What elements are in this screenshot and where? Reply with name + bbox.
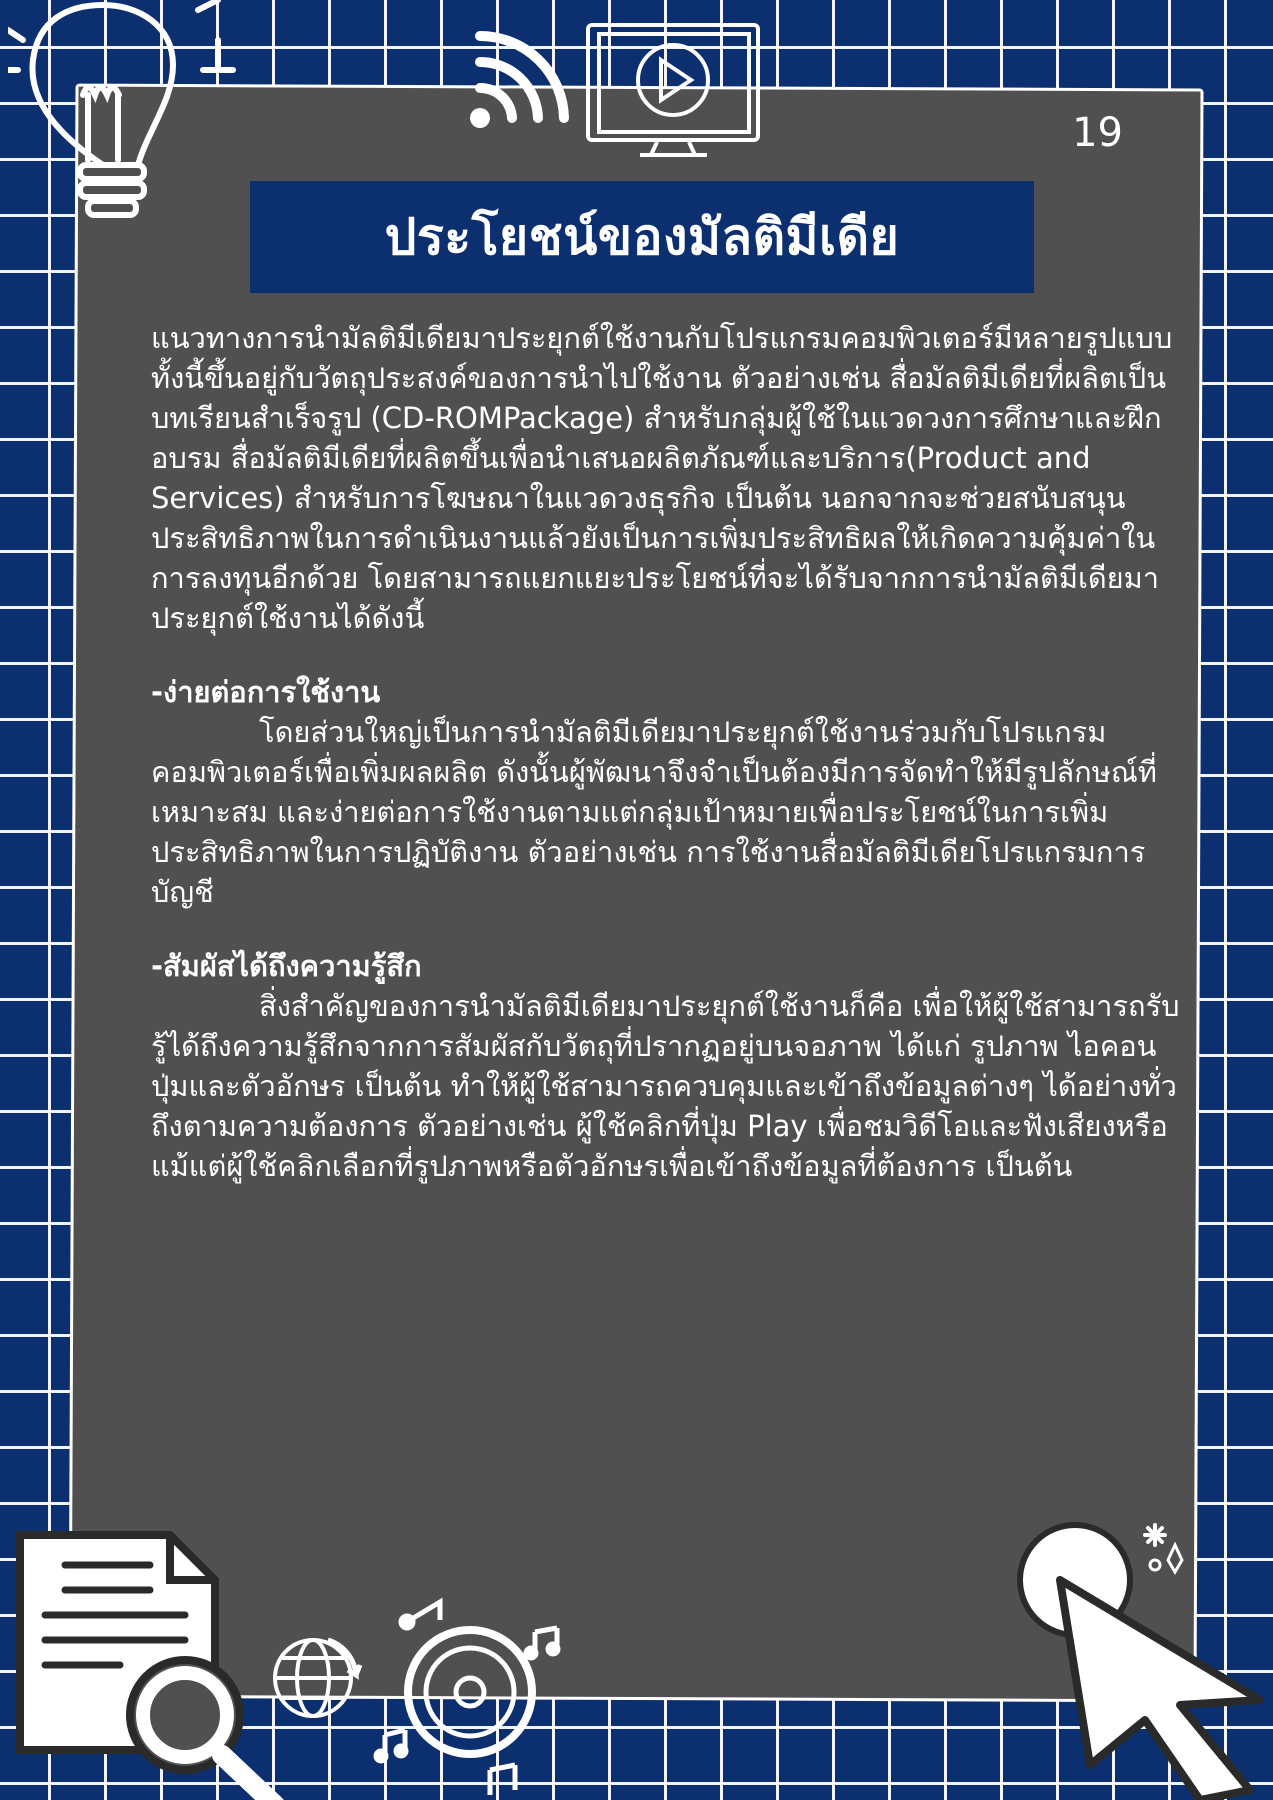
lightbulb-icon (8, 0, 238, 250)
document-search-icon (0, 1520, 300, 1800)
title-banner (250, 181, 1034, 293)
intro-paragraph: แนวทางการนำมัลติมีเดียมาประยุกต์ใช้งานกับโปรแกรมคอมพิวเตอร์มีหลายรูปแบบทั้งนี้ขึ้นอยู่กับวัตถุประสงค์ของการนำไปใช้งาน ตัวอย่างเช่น สื่อมัลติมีเดียที่ผลิตเป็นบทเรียนสำเร็จรูป (CD-ROMPackage) สำหรับกลุ่มผู้ใช้ในแวดวงการศึกษาและฝึกอบรม สื่อมัลติมีเดียที่ผลิตขึ้นเพื่อนำเสนอผลิตภัณฑ์และบริการ(Product and Services) สำหรับการโฆษณาในแวดวงธุรกิจ เป็นต้น นอกจากจะช่วยสนับสนุนประสิทธิภาพในการดำเนินงานแล้วยังเป็นการเพิ่มประสิทธิผลให้เกิดความคุ้มค่าในการลงทุนอีกด้วย โดยสามารถแยกแยะประโยชน์ที่จะได้รับจากการนำมัลติมีเดียมาประยุกต์ใช้งานได้ดังนี้ (151, 321, 1173, 635)
page-number: 19 (1072, 110, 1123, 156)
page-title: ประโยชน์ของมัลติมีเดีย (384, 207, 900, 266)
globe-sync-icon (268, 1630, 363, 1725)
section-heading-ease-of-use: -ง่ายต่อการใช้งาน (151, 675, 381, 709)
body-content (151, 318, 1191, 1186)
monitor-play-icon (585, 20, 765, 160)
cursor-pointer-icon (1010, 1520, 1273, 1800)
section-body-ease-of-use: โดยส่วนใหญ่เป็นการนำมัลติมีเดียมาประยุกต์ใช้งานร่วมกับโปรแกรมคอมพิวเตอร์เพื่อเพิ่มผลผลิต ดังนั้นผู้พัฒนาจึงจำเป็นต้องมีการจัดทำให้มีรูปลักษณ์ที่เหมาะสม และง่ายต่อการใช้งานตามแต่กลุ่มเป้าหมายเพื่อประโยชน์ในการเพิ่มประสิทธิภาพในการปฏิบัติงาน ตัวอย่างเช่น การใช้งานสื่อมัลติมีเดียโปรแกรมการบัญชี (151, 715, 1157, 909)
section-body-sensation: สิ่งสำคัญของการนำมัลติมีเดียมาประยุกต์ใช้งานก็คือ เพื่อให้ผู้ใช้สามารถรับรู้ได้ถึงความรู้สึกจากการสัมผัสกับวัตถุที่ปรากฏอยู่บนจอภาพ ได้แก่ รูปภาพ ไอคอน ปุ่มและตัวอักษร เป็นต้น ทำให้ผู้ใช้สามารถควบคุมและเข้าถึงข้อมูลต่างๆ ได้อย่างทั่วถึงตามความต้องการ ตัวอย่างเช่น ผู้ใช้คลิกที่ปุ่ม Play เพื่อชมวิดีโอและฟังเสียงหรือแม้แต่ผู้ใช้คลิกเลือกที่รูปภาพหรือตัวอักษรเพื่อเข้าถึงข้อมูลที่ต้องการ เป็นต้น (151, 989, 1180, 1183)
wifi-icon (462, 26, 577, 136)
section-heading-sensation: -สัมผัสได้ถึงความรู้สึก (151, 949, 422, 983)
music-disc-icon (365, 1580, 580, 1800)
